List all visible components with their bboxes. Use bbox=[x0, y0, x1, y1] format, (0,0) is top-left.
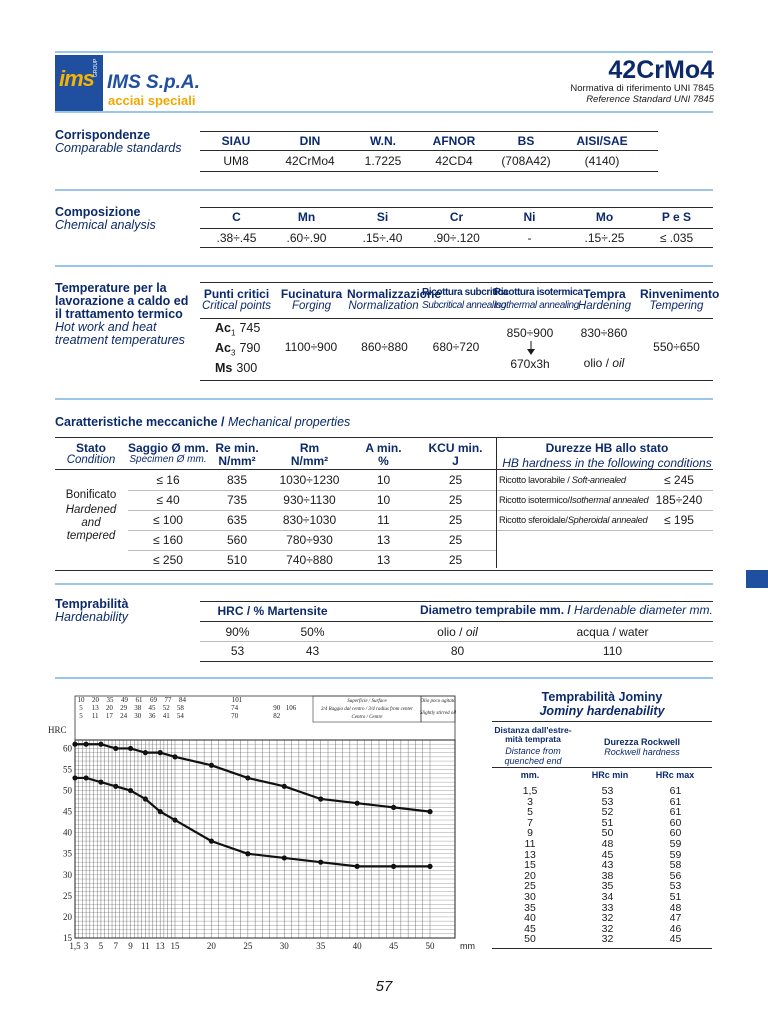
hb-condition bbox=[499, 495, 648, 505]
mechanical-header-it: KCU min. bbox=[428, 441, 483, 455]
top-scale-label: 29 bbox=[120, 704, 128, 712]
mechanical-header-it: Saggio Ø mm. bbox=[128, 441, 209, 455]
hb-condition-it: Ricotto lavorabile / bbox=[499, 475, 572, 485]
jominy-chart bbox=[45, 690, 475, 951]
standards-value: (4140) bbox=[584, 154, 620, 168]
top-scale-label: 52 bbox=[162, 704, 170, 712]
top-scale-label: 101 bbox=[231, 696, 243, 704]
composition-title bbox=[55, 206, 156, 232]
top-scale-label: 106 bbox=[285, 704, 297, 712]
hotwork-header-en: Forging bbox=[292, 300, 331, 312]
critical-point-label: Ms bbox=[215, 361, 233, 375]
top-scale-label: 20 bbox=[105, 704, 113, 712]
hb-condition-it: Ricotto sferoidale/ bbox=[499, 515, 568, 525]
hardenability-title bbox=[55, 598, 128, 624]
data-point bbox=[84, 742, 89, 747]
norm-reference-it: Normativa di riferimento UNI 7845 bbox=[570, 83, 714, 94]
martensite-50: 50% bbox=[300, 625, 325, 639]
mechanical-title-en: Mechanical properties bbox=[228, 415, 351, 429]
company-name: IMS S.p.A. bbox=[107, 72, 200, 93]
mechanical-header-en: Condition bbox=[66, 454, 116, 466]
hotwork-header-en: Critical points bbox=[201, 300, 272, 312]
top-scale-label: 69 bbox=[150, 696, 157, 704]
logo bbox=[55, 55, 103, 111]
hotwork-header-en: Isothermal annealing bbox=[494, 300, 579, 311]
mechanical-cell: 635 bbox=[226, 513, 248, 527]
mechanical-header-en: N/mm² bbox=[218, 454, 256, 468]
standards-title bbox=[55, 129, 181, 155]
hb-value: ≤ 195 bbox=[664, 513, 694, 527]
legend-box-1-label: 3/4 Raggio dal centro / 3/4 radius from center bbox=[320, 707, 414, 712]
hb-condition bbox=[499, 475, 626, 485]
condition-it: Bonificato bbox=[65, 489, 117, 501]
composition-header: P e S bbox=[661, 210, 692, 224]
data-point bbox=[391, 864, 396, 869]
legend-box-2-label: Slightly stirred oil bbox=[419, 711, 457, 716]
jominy-title-en: Jominy hardenability bbox=[539, 704, 665, 718]
mechanical-header-en: % bbox=[378, 454, 389, 468]
top-scale-label: 82 bbox=[273, 712, 281, 720]
standards-title-it: Corrispondenze bbox=[55, 128, 151, 142]
mechanical-cell: 13 bbox=[376, 533, 391, 547]
hardening-top: 830÷860 bbox=[580, 326, 628, 340]
hotwork-header-it: Fucinatura bbox=[280, 287, 343, 301]
top-scale-label: 70 bbox=[231, 712, 239, 720]
data-point bbox=[84, 775, 89, 780]
mechanical-cell: 780÷930 bbox=[286, 533, 333, 547]
mechanical-cell: ≤ 250 bbox=[153, 553, 183, 567]
composition-value: ≤ .035 bbox=[659, 231, 694, 245]
mechanical-header-it: Stato bbox=[76, 441, 106, 455]
critical-point-label: Ac bbox=[215, 321, 231, 335]
y-tick-label: 55 bbox=[63, 764, 72, 775]
hb-value: 185÷240 bbox=[655, 493, 703, 507]
composition-title-it: Composizione bbox=[55, 205, 141, 219]
hotwork-header-it: Rinvenimento bbox=[640, 287, 720, 301]
standards-header: W.N. bbox=[370, 134, 396, 148]
x-tick-label: 45 bbox=[389, 941, 399, 951]
legend-box-2-label: Olio poco agitato bbox=[420, 699, 456, 704]
x-tick-label: 30 bbox=[279, 941, 289, 951]
data-point bbox=[72, 775, 77, 780]
hotwork-header-it: Normalizzazione bbox=[347, 287, 442, 301]
y-axis-label: HRC bbox=[48, 725, 67, 735]
critical-point-value: 745 bbox=[239, 321, 261, 335]
mechanical-cell: 830÷1030 bbox=[282, 513, 337, 527]
jominy-col-min: 53 53 52 51 50 48 45 43 38 35 34 33 32 32 32 bbox=[601, 785, 614, 946]
isothermal-top: 850÷900 bbox=[506, 326, 554, 340]
data-point bbox=[391, 805, 396, 810]
mechanical-cell: 25 bbox=[448, 493, 463, 507]
composition-header: Mo bbox=[595, 210, 614, 224]
critical-point bbox=[215, 341, 260, 358]
data-point bbox=[113, 746, 118, 751]
mechanical-cell: 10 bbox=[376, 493, 391, 507]
condition-en-2: and bbox=[81, 517, 101, 529]
hotwork-header-en: Tempering bbox=[649, 300, 704, 312]
composition-title-en: Chemical analysis bbox=[55, 218, 156, 232]
martensite-90: 90% bbox=[225, 625, 250, 639]
composition-header: Si bbox=[376, 210, 389, 224]
standards-value: (708A42) bbox=[501, 154, 551, 168]
top-scale-label: 61 bbox=[135, 696, 143, 704]
standards-header: DIN bbox=[299, 134, 321, 148]
condition-label bbox=[55, 489, 127, 543]
legend-box-1-label: Centro / Centre bbox=[351, 715, 383, 720]
composition-header: Cr bbox=[449, 210, 464, 224]
mechanical-cell: 10 bbox=[376, 473, 391, 487]
data-point bbox=[72, 742, 77, 747]
hotwork-header-en: Subcritical annealing bbox=[422, 300, 506, 311]
standards-value: 1.7225 bbox=[364, 154, 402, 168]
x-tick-label: 1,5 bbox=[69, 941, 81, 951]
hrc-martensite-header: HRC / % Martensite bbox=[217, 604, 328, 618]
x-tick-label: 11 bbox=[141, 941, 150, 951]
composition-value: .15÷.25 bbox=[584, 231, 625, 245]
mechanical-header-it: A min. bbox=[365, 441, 402, 455]
plot-frame bbox=[75, 740, 455, 938]
composition-value: .90÷.120 bbox=[433, 231, 480, 245]
normalization-range: 860÷880 bbox=[361, 340, 408, 354]
tempering-range: 550÷650 bbox=[653, 340, 700, 354]
critical-point-value: 300 bbox=[236, 361, 258, 375]
hotwork-title-it: Temperature per la lavorazione a caldo ed il trattamento termico bbox=[55, 281, 189, 321]
hotwork-title bbox=[55, 282, 195, 347]
hb-condition bbox=[499, 515, 647, 525]
hrc-50: 43 bbox=[305, 644, 320, 658]
top-scale-label: 90 bbox=[273, 704, 281, 712]
x-axis-label: mm bbox=[460, 941, 475, 951]
jominy-distance-en: Distance from quenched end bbox=[504, 746, 562, 766]
data-point bbox=[209, 763, 214, 768]
data-point bbox=[143, 796, 148, 801]
data-point bbox=[355, 864, 360, 869]
data-point bbox=[158, 809, 163, 814]
diameter-oil: 80 bbox=[450, 644, 465, 658]
top-scale-label: 84 bbox=[179, 696, 186, 704]
data-point bbox=[128, 788, 133, 793]
hotwork-header-en: Normalization bbox=[348, 300, 419, 312]
y-tick-label: 25 bbox=[63, 890, 72, 901]
jominy-rockwell-it: Durezza Rockwell bbox=[603, 737, 681, 747]
composition-value: .38÷.45 bbox=[216, 231, 257, 245]
hotwork-header-it: Ricottura isotermica bbox=[494, 287, 583, 298]
hardenable-diameter-it: Diametro temprabile mm. / bbox=[420, 603, 575, 617]
x-tick-label: 25 bbox=[243, 941, 253, 951]
y-tick-label: 15 bbox=[63, 933, 72, 943]
logo-group-label: GROUP bbox=[93, 58, 99, 77]
standards-value: UM8 bbox=[223, 154, 249, 168]
top-scale-label: 54 bbox=[176, 712, 184, 720]
data-point bbox=[172, 817, 177, 822]
y-tick-label: 30 bbox=[63, 869, 72, 880]
hb-condition-en: Isothermal annealed bbox=[569, 495, 649, 505]
water-label: acqua / water bbox=[576, 625, 649, 639]
top-scale-label: 35 bbox=[106, 696, 114, 704]
arrow-down-icon bbox=[527, 341, 535, 355]
top-scale-label: 20 bbox=[92, 696, 99, 704]
condition-en-1: Hardened bbox=[65, 504, 117, 516]
page-number: 57 bbox=[375, 978, 393, 995]
data-point bbox=[158, 750, 163, 755]
mechanical-cell: ≤ 16 bbox=[156, 473, 180, 487]
y-tick-label: 35 bbox=[63, 848, 72, 859]
hb-title-en: HB hardness in the following conditions bbox=[502, 456, 712, 470]
x-tick-label: 50 bbox=[425, 941, 435, 951]
isothermal-bottom: 670x3h bbox=[510, 357, 550, 371]
data-point bbox=[98, 742, 103, 747]
jominy-rockwell-en: Rockwell hardness bbox=[604, 747, 680, 757]
mechanical-header-en: Specimen Ø mm. bbox=[129, 454, 207, 465]
data-point bbox=[282, 855, 287, 860]
data-point bbox=[113, 784, 118, 789]
hotwork-header-it: Tempra bbox=[583, 287, 626, 301]
condition-en-3: tempered bbox=[66, 530, 116, 542]
data-point bbox=[245, 851, 250, 856]
standards-header: AISI/SAE bbox=[576, 134, 628, 148]
data-point bbox=[427, 864, 432, 869]
top-scale-label: 74 bbox=[231, 704, 239, 712]
standards-header: BS bbox=[517, 134, 535, 148]
x-tick-label: 15 bbox=[170, 941, 180, 951]
composition-value: .60÷.90 bbox=[286, 231, 327, 245]
mechanical-cell: 740÷880 bbox=[286, 553, 333, 567]
jominy-head-min: HRc min bbox=[591, 770, 629, 780]
data-point bbox=[355, 801, 360, 806]
mechanical-cell: 25 bbox=[448, 513, 463, 527]
mechanical-header-en: J bbox=[452, 454, 459, 468]
data-point bbox=[282, 784, 287, 789]
y-tick-label: 60 bbox=[63, 743, 72, 754]
side-tab bbox=[746, 570, 768, 588]
mechanical-cell: 11 bbox=[377, 513, 390, 527]
top-scale-label: 41 bbox=[162, 712, 170, 720]
top-scale-label: 49 bbox=[121, 696, 128, 704]
x-tick-label: 35 bbox=[316, 941, 326, 951]
top-scale-label: 5 bbox=[79, 712, 83, 720]
x-tick-label: 40 bbox=[352, 941, 362, 951]
mechanical-cell: 25 bbox=[448, 473, 463, 487]
x-tick-label: 13 bbox=[155, 941, 165, 951]
hardenability-title-it: Temprabilità bbox=[55, 597, 129, 611]
data-point bbox=[143, 750, 148, 755]
jominy-title bbox=[492, 690, 712, 718]
jominy-head-mm: mm. bbox=[520, 770, 540, 780]
y-tick-label: 45 bbox=[63, 806, 72, 817]
composition-value: .15÷.40 bbox=[362, 231, 403, 245]
critical-point-sub: 1 bbox=[230, 328, 236, 338]
mechanical-cell: ≤ 100 bbox=[153, 513, 183, 527]
mechanical-cell: 1030÷1230 bbox=[279, 473, 340, 487]
legend-box-1-label: Superficie / Surface bbox=[347, 699, 387, 704]
composition-header: Ni bbox=[523, 210, 536, 224]
top-scale-frame bbox=[75, 696, 455, 740]
jominy-distance-header bbox=[492, 726, 574, 766]
x-tick-label: 7 bbox=[113, 941, 118, 951]
jominy-title-it: Temprabilità Jominy bbox=[541, 690, 663, 704]
hb-condition-en: Spheroidal annealed bbox=[567, 515, 648, 525]
top-scale-label: 5 bbox=[79, 704, 83, 712]
standards-header: SIAU bbox=[221, 134, 251, 148]
critical-point bbox=[215, 361, 257, 378]
hb-value: ≤ 245 bbox=[664, 473, 694, 487]
hardenable-diameter-header bbox=[420, 603, 713, 617]
forging-range: 1100÷900 bbox=[284, 340, 338, 354]
standards-value: 42CD4 bbox=[435, 154, 473, 168]
critical-point-value: 790 bbox=[239, 341, 261, 355]
hardenability-title-en: Hardenability bbox=[55, 610, 128, 624]
data-point bbox=[128, 746, 133, 751]
top-scale-label: 77 bbox=[164, 696, 172, 704]
oil-label-it: olio / bbox=[437, 625, 466, 639]
oil-label bbox=[405, 625, 510, 639]
top-scale-label: 13 bbox=[91, 704, 99, 712]
top-scale-label: 30 bbox=[134, 712, 142, 720]
hrc-90: 53 bbox=[230, 644, 245, 658]
top-scale-label: 17 bbox=[105, 712, 113, 720]
data-point bbox=[172, 754, 177, 759]
x-tick-label: 5 bbox=[98, 941, 104, 951]
mechanical-cell: 560 bbox=[226, 533, 248, 547]
hardening-medium-en: oil bbox=[612, 356, 625, 370]
hotwork-header-en: Hardening bbox=[577, 300, 632, 312]
jominy-distance-it: Distanza dall'estre- mità temprata bbox=[494, 725, 572, 744]
mechanical-cell: 835 bbox=[226, 473, 248, 487]
logo-mark: ims bbox=[59, 66, 94, 91]
mechanical-cell: 510 bbox=[226, 553, 248, 567]
critical-point-label: Ac bbox=[215, 341, 231, 355]
hardening-medium-it: olio / bbox=[583, 356, 613, 370]
y-tick-label: 20 bbox=[63, 911, 72, 922]
top-scale-label: 45 bbox=[148, 704, 156, 712]
data-point bbox=[98, 780, 103, 785]
top-scale-label: 24 bbox=[120, 712, 128, 720]
critical-point bbox=[215, 321, 260, 338]
data-point bbox=[427, 809, 432, 814]
top-scale-label: 38 bbox=[134, 704, 142, 712]
mechanical-title bbox=[55, 415, 350, 429]
mechanical-cell: ≤ 40 bbox=[156, 493, 180, 507]
standards-title-en: Comparable standards bbox=[55, 141, 182, 155]
mechanical-cell: 735 bbox=[226, 493, 248, 507]
steel-grade: 42CrMo4 bbox=[608, 56, 714, 84]
top-scale-label: 36 bbox=[148, 712, 156, 720]
mechanical-cell: ≤ 160 bbox=[153, 533, 183, 547]
company-tagline: acciai speciali bbox=[108, 93, 196, 108]
mechanical-cell: 25 bbox=[448, 553, 463, 567]
data-point bbox=[209, 839, 214, 844]
composition-header: C bbox=[232, 210, 241, 224]
hotwork-header-it: Ricottura subcritica bbox=[422, 287, 508, 298]
composition-value: - bbox=[527, 231, 532, 245]
x-tick-label: 20 bbox=[206, 941, 216, 951]
hardening-medium bbox=[568, 356, 640, 370]
mechanical-title-it: Caratteristiche meccaniche / bbox=[55, 415, 228, 429]
mechanical-cell: 13 bbox=[376, 553, 391, 567]
oil-label-en: oil bbox=[465, 625, 478, 639]
top-scale-label: 58 bbox=[176, 704, 184, 712]
hb-condition-it: Ricotto isotermico/ bbox=[499, 495, 570, 505]
standards-header: AFNOR bbox=[432, 134, 476, 148]
standards-value: 42CrMo4 bbox=[285, 154, 335, 168]
jominy-rockwell-header bbox=[582, 737, 702, 757]
x-tick-label: 9 bbox=[128, 941, 133, 951]
data-point bbox=[318, 796, 323, 801]
hb-title-it: Durezze HB allo stato bbox=[545, 441, 669, 455]
hotwork-title-en: Hot work and heat treatment temperatures bbox=[55, 320, 185, 347]
data-point bbox=[318, 860, 323, 865]
mechanical-header-it: Rm bbox=[299, 441, 320, 455]
norm-reference-en: Reference Standard UNI 7845 bbox=[586, 94, 714, 105]
jominy-head-max: HRc max bbox=[655, 770, 695, 780]
hb-title bbox=[496, 441, 718, 470]
subcritical-range: 680÷720 bbox=[432, 340, 480, 354]
mechanical-header-it: Re min. bbox=[215, 441, 259, 455]
diameter-water: 110 bbox=[602, 644, 623, 658]
top-scale-label: 10 bbox=[77, 696, 85, 704]
mechanical-header-en: N/mm² bbox=[290, 454, 329, 468]
jominy-col-mm: 1,5 3 5 7 9 11 13 15 20 25 30 35 40 45 50 bbox=[522, 785, 538, 946]
x-tick-label: 3 bbox=[83, 941, 89, 951]
hb-condition-en: Soft-annealed bbox=[571, 475, 626, 485]
mechanical-cell: 25 bbox=[448, 533, 463, 547]
hardenable-diameter-en: Hardenable diameter mm. bbox=[574, 603, 713, 617]
composition-header: Mn bbox=[297, 210, 316, 224]
mech-separator bbox=[496, 437, 497, 568]
hotwork-header-it: Punti critici bbox=[203, 287, 270, 301]
top-scale-label: 11 bbox=[91, 712, 99, 720]
y-tick-label: 50 bbox=[63, 785, 72, 796]
y-tick-label: 40 bbox=[63, 827, 72, 838]
data-point bbox=[245, 775, 250, 780]
jominy-col-max: 61 61 61 60 60 59 59 58 56 53 51 48 47 46 45 bbox=[669, 785, 682, 946]
mechanical-cell: 930÷1130 bbox=[283, 493, 336, 507]
critical-point-sub: 3 bbox=[230, 348, 236, 358]
